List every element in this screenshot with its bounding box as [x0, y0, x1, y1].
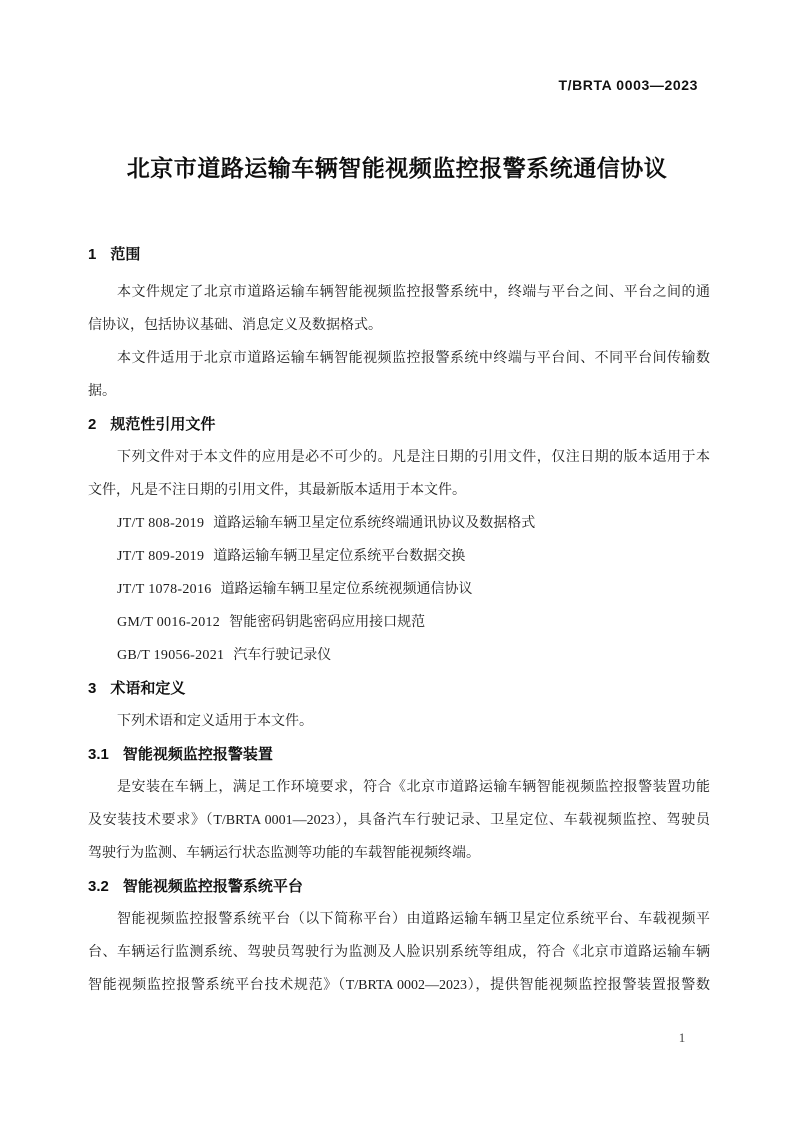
reference-item	[88, 540, 710, 573]
doc-body	[88, 238, 710, 1002]
reference-title: 道路运输车辆卫星定位系统终端通讯协议及数据格式	[213, 516, 536, 531]
doc-title: 北京市道路运输车辆智能视频监控报警系统通信协议	[126, 155, 668, 181]
reference-code: GB/T 19056-2021	[117, 648, 225, 663]
paragraph	[88, 342, 710, 408]
paragraph-line: 是安装在车辆上，满足工作环境要求，符合《北京市道路运输车辆智能视频监控报警装置功能	[117, 780, 710, 795]
heading-text: 智能视频监控报警装置	[122, 746, 273, 763]
paragraph-line: 本文件适用于北京市道路运输车辆智能视频监控报警系统中终端与平台间、不同平台间传输数	[117, 351, 710, 366]
reference-code: JT/T 808-2019	[117, 516, 205, 531]
heading-number: 3	[88, 680, 97, 697]
paragraph-line: 驾驶行为监测、车辆运行状态监测等功能的车载智能视频终端。	[88, 846, 480, 861]
paragraph-line: 台、车辆运行监测系统、驾驶员驾驶行为监测及人脸识别系统等组成，符合《北京市道路运输车辆	[88, 945, 710, 960]
heading-number: 3.2	[88, 878, 109, 895]
paragraph-line: 本文件规定了北京市道路运输车辆智能视频监控报警系统中，终端与平台之间、平台之间的通	[117, 285, 710, 300]
reference-item	[88, 573, 710, 606]
paragraph-line: 下列术语和定义适用于本文件。	[117, 714, 313, 729]
section-heading	[88, 738, 710, 771]
heading-text: 智能视频监控报警系统平台	[122, 878, 303, 895]
reference-item	[88, 606, 710, 639]
heading-text: 范围	[110, 246, 141, 263]
paragraph	[88, 276, 710, 342]
section-heading	[88, 408, 710, 441]
section-heading	[88, 238, 710, 271]
heading-text: 术语和定义	[110, 680, 186, 697]
paragraph	[88, 771, 710, 870]
reference-item	[88, 639, 710, 672]
reference-code: JT/T 1078-2016	[117, 582, 212, 597]
page-number: 1	[678, 1030, 686, 1045]
paragraph-line: 智能视频监控报警系统平台技术规范》（T/BRTA 0002—2023），提供智能视频监控报警装置报警数	[88, 978, 710, 993]
paragraph-line: 智能视频监控报警系统平台（以下简称平台）由道路运输车辆卫星定位系统平台、车载视频平	[117, 912, 710, 927]
paragraph-line: 下列文件对于本文件的应用是必不可少的。凡是注日期的引用文件，仅注日期的版本适用于本	[117, 450, 710, 465]
paragraph	[88, 441, 710, 507]
reference-title: 道路运输车辆卫星定位系统平台数据交换	[213, 549, 466, 564]
reference-title: 道路运输车辆卫星定位系统视频通信协议	[220, 582, 473, 597]
paragraph	[88, 705, 710, 738]
heading-number: 2	[88, 416, 97, 433]
paragraph-line: 信协议，包括协议基础、消息定义及数据格式。	[88, 318, 382, 333]
reference-title: 智能密码钥匙密码应用接口规范	[229, 615, 426, 630]
section-heading	[88, 672, 710, 705]
heading-number: 3.1	[88, 746, 109, 763]
section-heading	[88, 870, 710, 903]
reference-item	[88, 507, 710, 540]
paragraph-line: 文件，凡是不注日期的引用文件，其最新版本适用于本文件。	[88, 483, 466, 498]
heading-text: 规范性引用文件	[110, 416, 216, 433]
paragraph-line: 据。	[88, 384, 116, 399]
doc-number: T/BRTA 0003—2023	[558, 77, 698, 93]
paragraph-line: 及安装技术要求》（T/BRTA 0001—2023），具备汽车行驶记录、卫星定位、车载视频监控、驾驶员	[88, 813, 710, 828]
reference-title: 汽车行驶记录仪	[233, 648, 332, 663]
reference-code: JT/T 809-2019	[117, 549, 205, 564]
heading-number: 1	[88, 246, 97, 263]
paragraph	[88, 903, 710, 1002]
reference-code: GM/T 0016-2012	[117, 615, 221, 630]
